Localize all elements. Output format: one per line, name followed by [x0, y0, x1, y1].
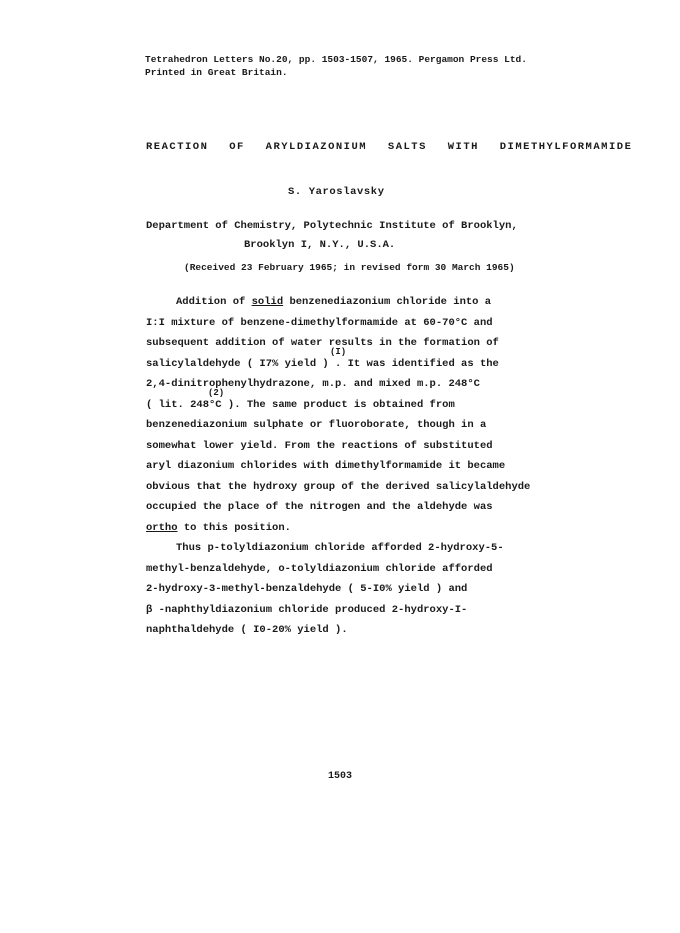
- title-word: ARYLDIAZONIUM: [265, 141, 368, 153]
- emphasis-solid: solid: [251, 296, 284, 308]
- body-line: 2,4-dinitrophenylhydrazone, m.p. and mixed m.p. 248°C: [146, 378, 480, 390]
- body-text: salicylaldehyde ( I7% yield ) . It was identified as the: [146, 357, 499, 370]
- reference-marker-1: (I): [330, 346, 347, 357]
- body-line: β -naphthyldiazonium chloride produced 2-hydroxy-I-: [146, 603, 468, 616]
- body-line: I:I mixture of benzene-dimethylformamide at 60-70°C and: [146, 316, 493, 329]
- reference-marker-2: (2): [208, 387, 225, 398]
- body-line: 2-hydroxy-3-methyl-benzaldehyde ( 5-I0% yield ) and: [146, 583, 468, 595]
- body-line: aryl diazonium chlorides with dimethylformamide it became: [146, 460, 506, 472]
- body-line: [146, 292, 546, 313]
- article-title: [146, 141, 632, 153]
- body-line: subsequent addition of water results in the formation of: [146, 337, 499, 349]
- article-body: [146, 292, 546, 641]
- body-line: naphthaldehyde ( I0-20% yield ).: [146, 624, 348, 636]
- title-word: REACTION: [146, 141, 209, 153]
- body-line: occupied the place of the nitrogen and the aldehyde was: [146, 501, 493, 513]
- header-citation: Tetrahedron Letters No.20, pp. 1503-1507, 1965. Pergamon Press Ltd.: [145, 54, 527, 65]
- body-text: benzenediazonium chloride into a: [283, 296, 492, 308]
- body-line: [146, 518, 546, 539]
- body-line: Thus p-tolyldiazonium chloride afforded 2-hydroxy-5-: [176, 542, 504, 554]
- body-line: somewhat lower yield. From the reactions of substituted: [146, 439, 493, 452]
- body-text: to this position.: [177, 521, 291, 534]
- author-name: S. Yaroslavsky: [288, 186, 385, 198]
- body-line: methyl-benzaldehyde, o-tolyldiazonium chloride afforded: [146, 562, 493, 575]
- body-line: obvious that the hydroxy group of the derived salicylaldehyde: [146, 480, 531, 493]
- page-number: 1503: [328, 771, 353, 782]
- affiliation-department: Department of Chemistry, Polytechnic Institute of Brooklyn,: [146, 220, 518, 232]
- affiliation: [146, 217, 518, 255]
- title-word: OF: [229, 141, 245, 153]
- body-text: Addition of: [176, 296, 252, 308]
- received-dates: (Received 23 February 1965; in revised form 30 March 1965): [184, 262, 515, 273]
- body-text: ( lit. 248°C ). The same product is obtained from: [146, 398, 455, 411]
- body-line: [146, 346, 546, 375]
- journal-header: [145, 53, 527, 79]
- title-word: SALTS: [387, 141, 427, 153]
- body-line: [146, 387, 546, 416]
- header-printed: Printed in Great Britain.: [145, 67, 288, 78]
- title-word: DIMETHYLFORMAMIDE: [499, 141, 633, 153]
- affiliation-location: Brooklyn I, N.Y., U.S.A.: [244, 239, 396, 251]
- title-word: WITH: [447, 141, 479, 153]
- emphasis-ortho: ortho: [146, 521, 178, 534]
- body-line: benzenediazonium sulphate or fluoroborate, though in a: [146, 419, 487, 431]
